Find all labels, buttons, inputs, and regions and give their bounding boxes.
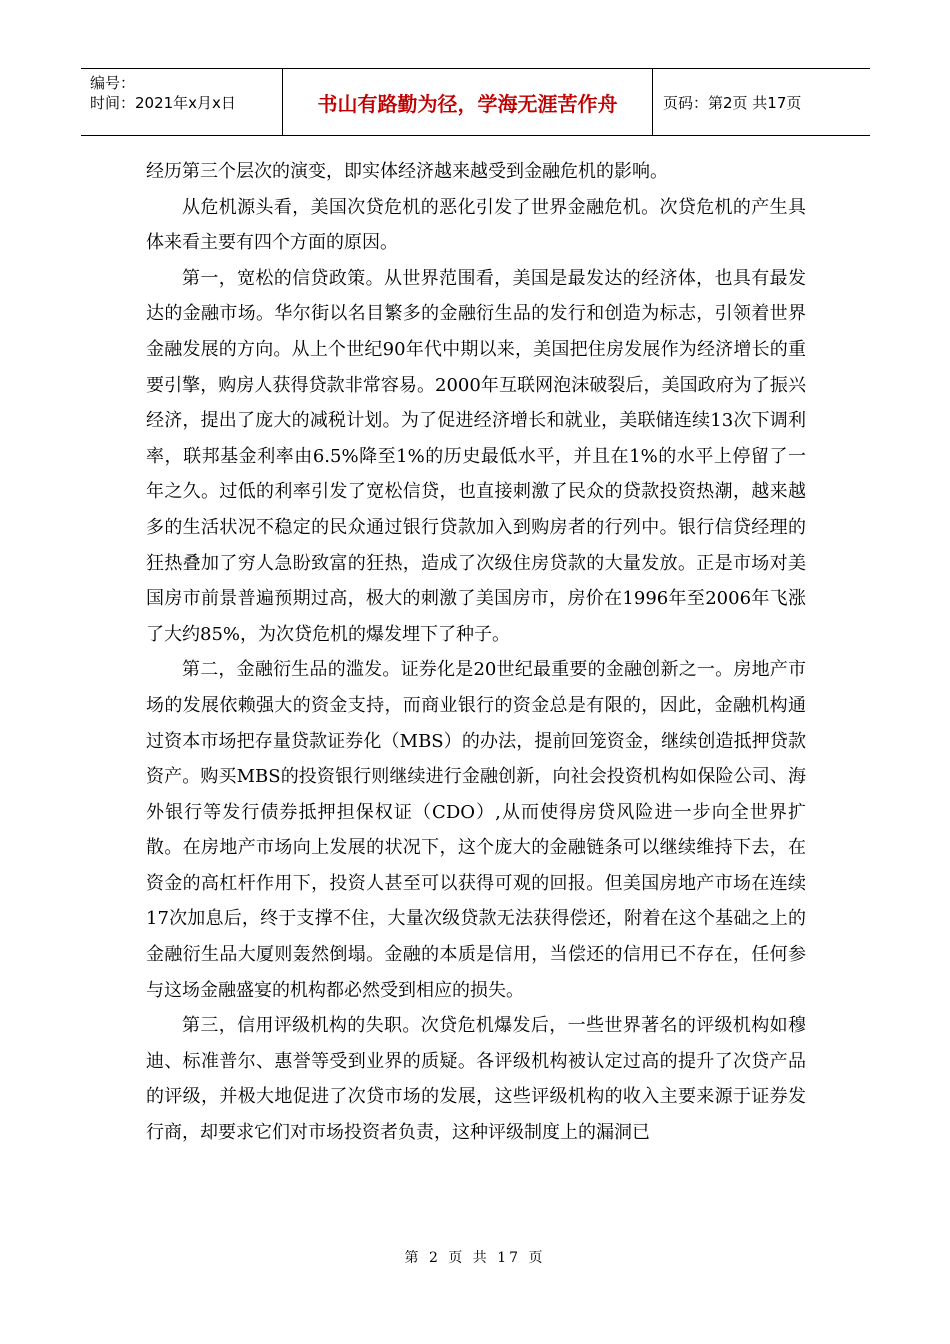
paragraph-continuation: 经历第三个层次的演变，即实体经济越来越受到金融危机的影响。	[146, 161, 668, 182]
paragraph-loose-credit: 第一，宽松的信贷政策。从世界范围看，美国是最发达的经济体，也具有最发达的金融市场。华尔街以名目繁多的金融衍生品的发行和创造为标志，引领着世界金融发展的方向。从上个世纪90年代中期以来，美国把住房发展作为经济增长的重要引擎，购房人获得贷款非常容易。2000年互联网泡沫破裂后，美国政府为了振兴经济，提出了庞大的减税计划。为了促进经济增长和就业，美联储连续13次下调利率，联邦基金利率由6.5%降至1%的历史最低水平，并且在1%的水平上停留了一年之久。过低的利率引发了宽松信贷，也直接刺激了民众的贷款投资热潮，越来越多的生活状况不稳定的民众通过银行贷款加入到购房者的行列中。银行信贷经理的狂热叠加了穷人急盼致富的狂热，造成了次级住房贷款的大量发放。正是市场对美国房市前景普遍预期过高，极大的刺激了美国房市，房价在1996年至2006年飞涨了大约85%，为次贷危机的爆发埋下了种子。	[146, 267, 806, 645]
paragraph-crisis-origin: 从危机源头看，美国次贷危机的恶化引发了世界金融危机。次贷危机的产生具体来看主要有四个方面的原因。	[146, 196, 806, 254]
header-motto: 书山有路勤为径，学海无涯苦作舟	[283, 69, 653, 135]
time-label: 时间：2021年x月x日	[90, 94, 236, 112]
paragraph-derivatives: 第二，金融衍生品的滥发。证券化是20世纪最重要的金融创新之一。房地产市场的发展依赖强大的资金支持，而商业银行的资金总是有限的，因此，金融机构通过资本市场把存量贷款证券化（MBS）的办法，提前回笼资金，继续创造抵押贷款资产。购买MBS的投资银行则继续进行金融创新，向社会投资机构如保险公司、海外银行等发行债券抵押担保权证（CDO）,从而使得房贷风险进一步向全世界扩散。在房地产市场向上发展的状况下，这个庞大的金融链条可以继续维持下去，在资金的高杠杆作用下，投资人甚至可以获得可观的回报。但美国房地产市场在连续17次加息后，终于支撑不住，大量次级贷款无法获得偿还，附着在这个基础之上的金融衍生品大厦则轰然倒塌。金融的本质是信用，当偿还的信用已不存在，任何参与这场金融盛宴的机构都必然受到相应的损失。	[146, 659, 806, 1001]
header-page-info: 页码：第2页 共17页	[663, 93, 802, 112]
document-body	[146, 154, 806, 1151]
header-meta	[81, 69, 283, 135]
page-footer: 第 2 页 共 17 页	[404, 1250, 546, 1266]
serial-label: 编号：	[90, 74, 136, 92]
page-header	[81, 68, 870, 136]
paragraph-rating-agencies: 第三，信用评级机构的失职。次贷危机爆发后，一些世界著名的评级机构如穆迪、标准普尔、惠誉等受到业界的质疑。各评级机构被认定过高的提升了次贷产品的评级，并极大地促进了次贷市场的发展，这些评级机构的收入主要来源于证券发行商，却要求它们对市场投资者负责，这种评级制度上的漏洞已	[146, 1015, 806, 1144]
